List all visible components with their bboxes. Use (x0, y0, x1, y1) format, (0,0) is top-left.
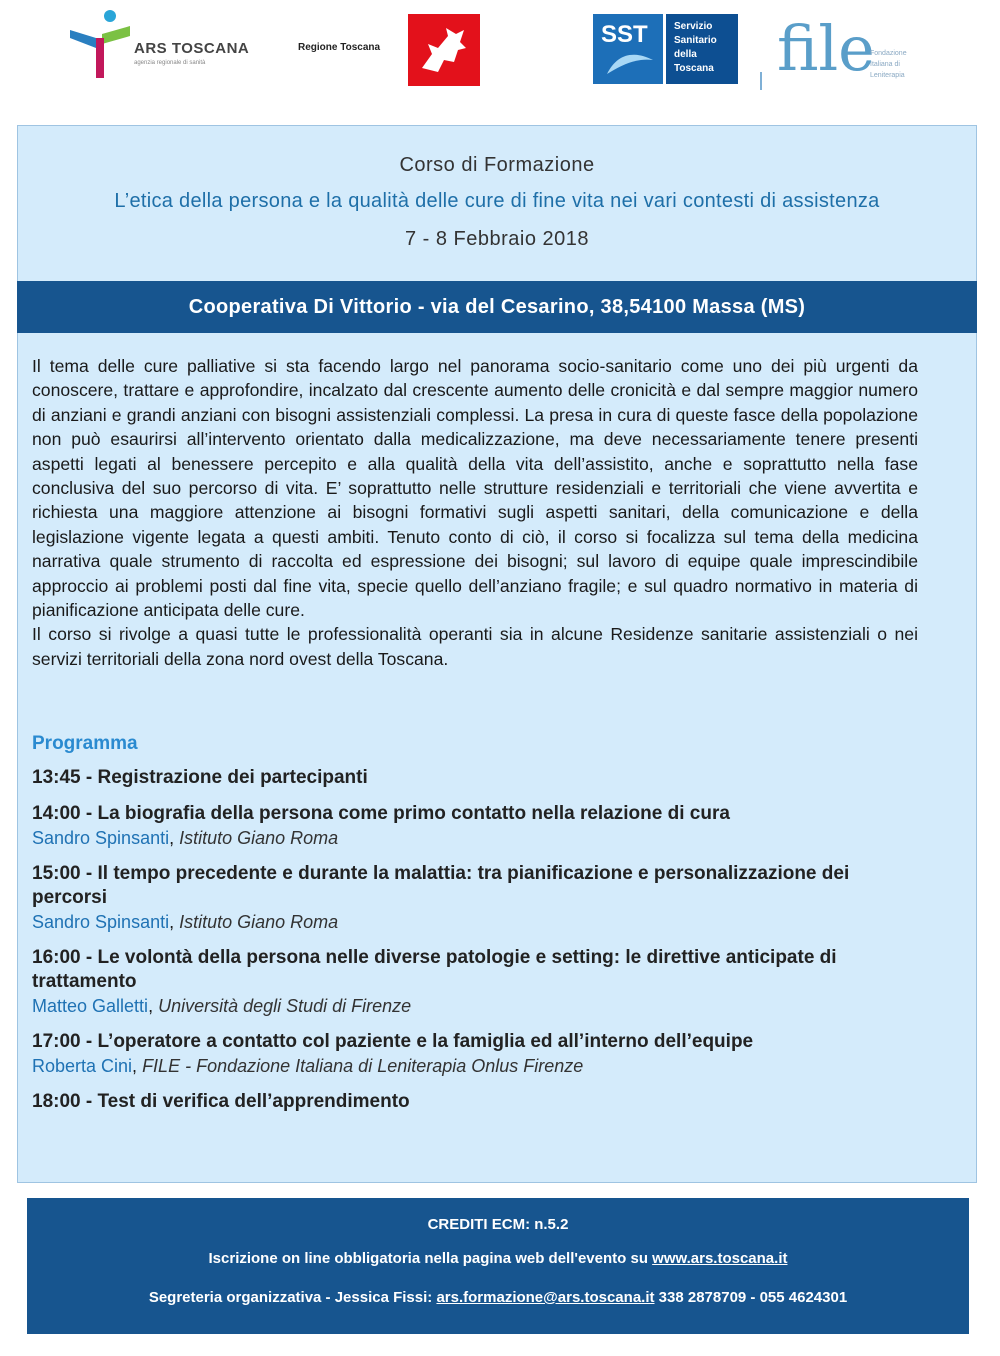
ars-tagline: agenzia regionale di sanità (134, 60, 206, 66)
speaker-name: Roberta Cini (32, 1056, 133, 1076)
ars-toscana-logo (66, 8, 256, 80)
ars-name: ARS TOSCANA (134, 40, 250, 57)
file-label-line: Fondazione (870, 50, 907, 57)
program-item (32, 1030, 922, 1078)
program-session: 13:45 - Registrazione dei partecipanti (32, 767, 368, 788)
program-session: 15:00 - Il tempo precedente e durante la malattia: tra pianificazione e personalizzazione dei percorsi (32, 863, 850, 908)
program-session: 17:00 - L’operatore a contatto col paziente e la famiglia ed all’interno dell’equipe (32, 1031, 754, 1052)
ars-figure-icon (66, 8, 136, 80)
registration-text: Iscrizione on line obbligatoria nella pagina web dell'evento su (208, 1250, 653, 1267)
program-speaker: Roberta Cini, FILE - Fondazione Italiana di Leniterapia Onlus Firenze (32, 1056, 584, 1076)
speaker-affiliation: FILE - Fondazione Italiana di Leniterapia Onlus Firenze (142, 1056, 584, 1076)
course-title: Corso di Formazione (399, 154, 595, 176)
sst-label-line: della (674, 49, 697, 60)
description-paragraph: Il corso si rivolge a quasi tutte le professionalità operanti sia in alcune Residenze sanitarie assistenziali o nei servizi territoriali della zona nord ovest della Toscana. (32, 624, 918, 669)
program-item (32, 946, 922, 1018)
program-speaker: Sandro Spinsanti, Istituto Giano Roma (32, 912, 339, 932)
speaker-name: Matteo Galletti (32, 996, 149, 1016)
sst-label-line: Servizio (674, 21, 713, 32)
secretary-text: Segreteria organizzativa - Jessica Fissi: (148, 1289, 437, 1306)
sst-logo (593, 14, 663, 84)
ecm-credits: CREDITI ECM: n.5.2 (427, 1216, 569, 1233)
program-heading: Programma (32, 733, 138, 754)
course-description (32, 354, 918, 671)
sst-label-text (674, 20, 717, 76)
course-subtitle: L’etica della persona e la qualità delle cure di fine vita nei vari contesti di assistenza (114, 190, 880, 212)
program-item (32, 1090, 922, 1114)
sst-label-line: Sanitario (674, 35, 717, 46)
sst-label-line: Toscana (674, 63, 714, 74)
regione-toscana-pegasus-logo (408, 14, 480, 86)
sst-emblem-icon (593, 14, 663, 84)
file-logo-word: file (777, 12, 875, 85)
pegasus-icon (408, 14, 480, 86)
ars-website-link[interactable]: www.ars.toscana.it (652, 1250, 788, 1267)
secretary-phones: 338 2878709 - 055 4624301 (654, 1289, 848, 1306)
program-session: 16:00 - Le volontà della persona nelle diverse patologie e setting: le direttive anticipate di trattamento (32, 947, 837, 992)
speaker-name: Sandro Spinsanti (32, 828, 170, 848)
program-session: 14:00 - La biografia della persona come primo contatto nella relazione di cura (32, 803, 730, 824)
secretary-info (27, 1289, 969, 1306)
sst-label-box (666, 14, 738, 84)
course-panel (17, 125, 977, 1183)
logo-strip (0, 0, 1000, 120)
venue-banner: Cooperativa Di Vittorio - via del Cesarino, 38,54100 Massa (MS) (17, 281, 977, 333)
file-divider (760, 72, 762, 90)
program-speaker: Matteo Galletti, Università degli Studi di Firenze (32, 996, 412, 1016)
speaker-affiliation: Università degli Studi di Firenze (158, 996, 412, 1016)
file-label-line: Italiana di (870, 61, 900, 68)
regione-toscana-name: Regione Toscana (298, 42, 381, 53)
program-session: 18:00 - Test di verifica dell’apprendimento (32, 1091, 410, 1112)
sst-abbr: SST (601, 21, 648, 48)
program-item (32, 802, 922, 850)
program-speaker: Sandro Spinsanti, Istituto Giano Roma (32, 828, 339, 848)
speaker-affiliation: Istituto Giano Roma (179, 828, 339, 848)
speaker-name: Sandro Spinsanti (32, 912, 170, 932)
course-date: 7 - 8 Febbraio 2018 (404, 228, 590, 250)
program-item (32, 862, 922, 934)
program-list (32, 766, 922, 1126)
description-paragraph: Il tema delle cure palliative si sta facendo largo nel panorama socio-sanitario come uno dei più urgenti da conoscere, trattare e approfondire, incalzato dal crescente aumento delle cronicità e dal sempre maggior numero di anziani e grandi anziani con bisogni assistenziali complessi. La presa in cura di queste fasce della popolazione non può esaurirsi all’intervento orientato dalla medicalizzazione, ma deve necessariamente tenere presenti aspetti legati al benessere percepito e alla qualità della vita dell’assistito, anche e soprattutto nella fase conclusiva del suo percorso di vita. E’ soprattutto nelle strutture residenziali e territoriali che viene avvertita e richiesta una maggiore attenzione ai bisogni formativi sugli aspetti sanitari, della comunicazione e della legislazione vigente legata a questi ambiti. Tenuto conto di ciò, il corso si focalizza sul tema della medicina narrativa quale strumento di raccolta ed espressione dei bisogni; sul lavoro di equipe quale imprescindibile approccio ai problemi posti dal fine vita, specie quello dell’anziano fragile; e sul quadro normativo in materia di pianificazione anticipata delle cure. (32, 356, 918, 621)
secretary-email-link[interactable]: ars.formazione@ars.toscana.it (436, 1289, 655, 1306)
file-label-line: Leniterapia (870, 72, 905, 79)
speaker-affiliation: Istituto Giano Roma (179, 912, 339, 932)
footer-banner (27, 1198, 969, 1334)
file-label (870, 48, 907, 81)
program-item (32, 766, 922, 790)
registration-info (27, 1250, 969, 1267)
